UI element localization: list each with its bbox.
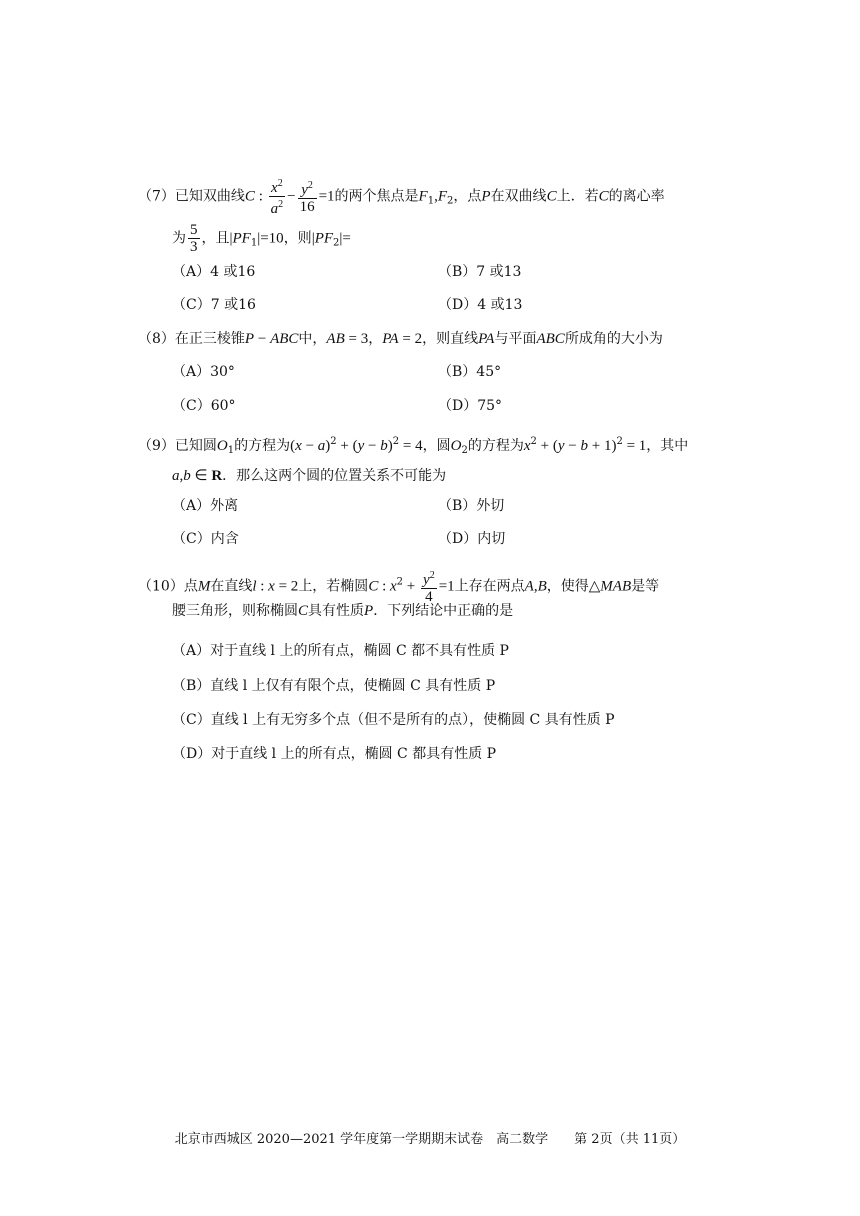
q10-number: （10） — [138, 578, 184, 595]
q8-option-c: （C）60° — [172, 398, 236, 414]
q10-text: 点 — [183, 578, 198, 595]
q7-option-d: （D）4 或13 — [438, 297, 523, 313]
q9-option-d: （D）内切 — [438, 531, 506, 547]
q9-text: 已知圆 — [174, 438, 217, 454]
q7-fraction-y2-16: $\frac{y^2}{16}$ — [299, 180, 315, 215]
q10-text: 腰三角形，则称椭圆 — [172, 603, 298, 619]
q10-fraction-y2-4: $\frac{y^2}{4}$ — [423, 570, 435, 605]
q7-text: 上．若 — [556, 188, 599, 205]
q10-option-d: （D）对于直线 l 上的所有点，椭圆 C 都具有性质 P — [172, 746, 497, 762]
q10-option-c: （C）直线 l 上有无穷多个点（但不是所有的点），使椭圆 C 具有性质 P — [172, 712, 615, 728]
q9-text: 的方程为 — [467, 438, 524, 454]
q10-option-a: （A）对于直线 l 上的所有点，椭圆 C 都不具有性质 P — [172, 643, 509, 659]
q9-option-c: （C）内含 — [172, 531, 239, 547]
q9-option-b: （B）外切 — [438, 498, 505, 514]
q10-option-b: （B）直线 l 上仅有有限个点，使椭圆 C 具有性质 P — [172, 678, 496, 694]
q10-stem-line1: （10）点M在直线l : x = 2上，若椭圆C : $x^2$ + $\frac{y^2}{4}$ =1上存在两点A,B，使得△MAB是等 — [138, 570, 660, 605]
q7-text: 为 — [172, 230, 186, 247]
q7-text: ，点 — [453, 188, 482, 205]
q7-math-C: C — [244, 188, 255, 205]
q10-text: ．下列结论中正确的是 — [373, 603, 514, 619]
q9-text: 的方程为 — [234, 438, 291, 454]
q10-stem-line2: 腰三角形，则称椭圆C具有性质P．下列结论中正确的是 — [172, 603, 514, 619]
q7-text: 已知双曲线 — [174, 188, 245, 205]
q10-text: ，使得 — [546, 578, 589, 595]
q10-text: 在直线 — [210, 578, 253, 595]
q8-text: ， — [368, 331, 383, 347]
q7-text: 的两个焦点是 — [334, 188, 419, 205]
q8-text: 在正三棱锥 — [174, 331, 245, 347]
q9-text: ，其中 — [646, 438, 689, 454]
q7-stem-line2: 为 $\frac{5}{3}$ ，且$|PF_1|=10$，则$|PF_2|=$ — [172, 222, 351, 255]
q10-text: 具有性质 — [308, 603, 365, 619]
q7-option-a: （A）4 或16 — [172, 264, 256, 280]
q7-text: ，则 — [283, 230, 312, 247]
q8-text: 与平面 — [494, 331, 537, 347]
page-footer: 北京市西城区 2020—2021 学年度第一学期期末试卷 高二数学 第 2页（共 11页） — [174, 1132, 686, 1147]
q8-stem: （8）在正三棱锥P − ABC中，AB = 3，PA = 2，则直线PA与平面ABC所成角的大小为 — [138, 331, 663, 347]
q7-text: 的离心率 — [608, 188, 665, 205]
q9-text: ，圆 — [422, 438, 451, 454]
q8-option-d: （D）75° — [438, 398, 503, 414]
q7-option-b: （B）7 或13 — [438, 264, 522, 280]
q9-stem-line1: （9）已知圆$O_1$的方程为$(x - a)^2 + (y - b)^2 = 4$，圆$O_2$的方程为$x^2 + (y - b + 1)^2 = 1$，其中 — [138, 436, 689, 456]
q7-option-c: （C）7 或16 — [172, 297, 256, 313]
q8-text: 中， — [298, 331, 327, 347]
q7-fraction-x2-a2: $\frac{x^2}{a^2}$ — [270, 178, 284, 217]
q9-number: （9） — [138, 438, 175, 454]
q7-text: ，且 — [201, 230, 230, 247]
q9-stem-line2: a,b ∈ R．那么这两个圆的位置关系不可能为 — [172, 468, 447, 484]
q7-stem-line1: （7）已知双曲线C : $\frac{x^2}{a^2}$ − $\frac{y^2}{16}$ =1的两个焦点是$F_1,F_2$，点P在双曲线C上．若C的离心率 — [138, 178, 665, 217]
q10-text: 是等 — [631, 578, 660, 595]
q10-text: 上存在两点 — [454, 578, 525, 595]
q8-text: ，则直线 — [422, 331, 479, 347]
q8-option-a: （A）30° — [172, 364, 235, 380]
q8-option-b: （B）45° — [438, 364, 502, 380]
q8-number: （8） — [138, 331, 175, 347]
q9-option-a: （A）外离 — [172, 498, 239, 514]
q9-text: ．那么这两个圆的位置关系不可能为 — [222, 468, 447, 484]
q7-text: 在双曲线 — [490, 188, 547, 205]
q7-fraction-5-3: $\frac{5}{3}$ — [190, 222, 198, 255]
q10-text: 上，若椭圆 — [298, 578, 369, 595]
q8-text: 所成角的大小为 — [564, 331, 663, 347]
q7-number: （7） — [138, 188, 175, 205]
